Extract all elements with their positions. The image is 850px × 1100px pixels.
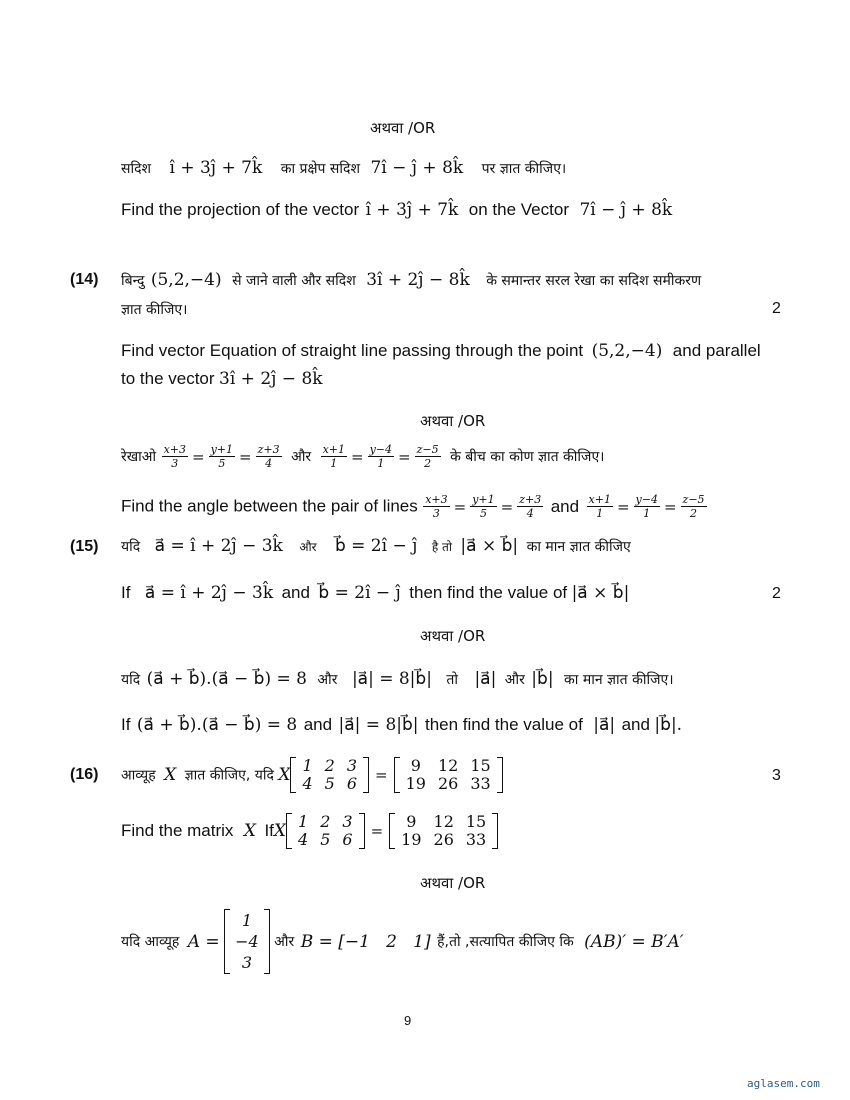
q14-or-hindi-suffix: के बीच का कोण ज्ञात कीजिए। — [450, 449, 605, 465]
q16-or-hindi-mid: हैं,तो ,सत्यापित कीजिए कि — [437, 934, 574, 950]
fraction-num: y+1 — [472, 493, 495, 506]
q16-number: (16) — [70, 766, 99, 783]
fraction-z — [517, 493, 543, 520]
equals-sign: = — [398, 447, 411, 466]
q15-cross: |a⃗ × b⃗| — [460, 536, 519, 556]
or-label-q14: अथवा /OR — [420, 412, 486, 430]
q15-hindi-and: और — [299, 540, 317, 554]
q13-english-vector-b: 7î − ĵ + 8k̂ — [579, 200, 673, 220]
q16-or-hindi-prefix: यदि आव्यूह — [121, 934, 180, 950]
matrix-cell: 5 — [320, 830, 331, 849]
q15-english-if: If — [121, 583, 131, 602]
q16-hindi-mid: ज्ञात कीजिए, यदि — [184, 767, 274, 784]
q14-or-hindi-mid: और — [291, 449, 312, 465]
matrix-cell: 6 — [346, 774, 358, 793]
q16-or-a-label: A = — [187, 931, 220, 952]
matrix-cell: 2 — [320, 812, 331, 831]
q14-or-hindi-prefix: रेखाओ — [121, 449, 157, 465]
equals-sign: = — [453, 497, 467, 516]
q15-or-hindi-prefix: यदि — [121, 672, 141, 688]
q16-or-hindi-and: और — [274, 934, 295, 950]
matrix-cell: 5 — [324, 774, 335, 793]
q15-hindi-then: है तो — [431, 540, 452, 554]
q14-point: (5,2,−4) — [150, 270, 222, 290]
q15-or-hindi-suffix: का मान ज्ञात कीजिए। — [564, 672, 674, 688]
q16-or-b-eq: B = [−1 2 1] — [300, 931, 431, 952]
matrix-cell: 12 — [437, 756, 459, 775]
q14-hindi-prefix: बिन्दु — [121, 273, 145, 289]
equals-sign: = — [663, 497, 677, 516]
matrix-cell: 1 — [302, 756, 313, 775]
q15-or-english-and2: and — [621, 715, 650, 734]
matrix-right — [394, 757, 503, 793]
q16-english-if: If — [264, 821, 274, 840]
q13-hindi-suffix: पर ज्ञात कीजिए। — [481, 161, 567, 177]
matrix-cell: 3 — [346, 756, 358, 775]
q14-english-vector: 3î + 2ĵ − 8k̂ — [219, 369, 323, 389]
q15-or-english-line — [121, 715, 682, 735]
q14-hindi-line1 — [121, 270, 701, 290]
q15-or-mod-a: |a⃗| — [474, 669, 497, 689]
q14-hindi-line2: ज्ञात कीजिए। — [121, 302, 188, 318]
q15-number: (15) — [70, 538, 99, 555]
q15-vec-b: b⃗ = 2î − ĵ — [334, 536, 418, 556]
fraction-num: x+3 — [425, 493, 448, 506]
q15-or-mag: |a⃗| = 8|b⃗| — [351, 669, 432, 689]
q15-english-vec-b: b⃗ = 2î − ĵ — [318, 583, 401, 603]
matrix-cell: 6 — [342, 830, 353, 849]
equals-sign: = — [192, 447, 205, 466]
q15-or-english-mod-a: |a⃗| — [593, 715, 616, 735]
fraction-num: y+1 — [210, 443, 234, 456]
q15-english-line — [121, 583, 629, 603]
fraction-num: x+1 — [588, 493, 611, 506]
matrix-left — [286, 813, 365, 849]
fraction-num: z−5 — [416, 443, 439, 456]
fraction-num: y−4 — [635, 493, 658, 506]
matrix-cell: 33 — [465, 830, 487, 849]
matrix-cell: 3 — [342, 812, 353, 831]
q15-or-hindi-then: तो — [446, 672, 458, 688]
matrix-cell: 1 — [241, 911, 253, 930]
q15-or-hindi-and2: और — [504, 672, 525, 688]
q15-or-mod-b: |b⃗| — [531, 669, 554, 689]
matrix-cell: −4 — [235, 932, 259, 951]
matrix-cell: 9 — [406, 812, 417, 831]
matrix-cell: 26 — [433, 830, 454, 849]
q15-or-english-if: If — [121, 715, 131, 734]
or-label-q13: अथवा /OR — [370, 119, 436, 137]
q14-number: (14) — [70, 271, 99, 288]
q14-english-line1 — [121, 341, 761, 361]
fraction-x — [423, 493, 449, 520]
q15-hindi-line — [121, 536, 631, 556]
matrix-right — [389, 813, 498, 849]
q15-or-dot: (a⃗ + b⃗).(a⃗ − b⃗) = 8 — [146, 669, 307, 689]
matrix-cell: 4 — [298, 830, 309, 849]
q15-or-english-mod-b-end: |b⃗|. — [654, 715, 683, 735]
equals-sign: = — [500, 497, 514, 516]
page-number: 9 — [404, 1013, 412, 1028]
matrix-cell: 12 — [433, 812, 454, 831]
or-label-q15: अथवा /OR — [420, 627, 486, 645]
q13-vector-a: î + 3ĵ + 7k̂ — [169, 158, 263, 178]
fraction-x — [587, 493, 613, 520]
fraction-z — [256, 443, 282, 470]
matrix-cell: 2 — [324, 756, 335, 775]
footer-site[interactable]: aglasem.com — [747, 1077, 820, 1090]
equals-sign: = — [351, 447, 364, 466]
q13-english-mid: on the Vector — [468, 200, 569, 219]
q15-or-english-dot: (a⃗ + b⃗).(a⃗ − b⃗) = 8 — [136, 715, 298, 735]
fraction-y — [368, 443, 394, 470]
matrix-cell: 19 — [405, 774, 426, 793]
fraction-num: y−4 — [369, 443, 393, 456]
q15-english-cross: |a⃗ × b⃗| — [571, 583, 630, 603]
q16-marks: 3 — [772, 767, 781, 784]
q14-hindi-mid: से जाने वाली और सदिश — [232, 273, 356, 289]
q16-english-prefix: Find the matrix — [121, 821, 234, 840]
matrix-left — [290, 757, 369, 793]
fraction-x — [321, 443, 347, 470]
q13-vector-b: 7î − ĵ + 8k̂ — [370, 158, 464, 178]
q13-hindi-mid: का प्रक्षेप सदिश — [280, 161, 360, 177]
matrix-cell: 15 — [470, 756, 491, 775]
q13-english-vector-a: î + 3ĵ + 7k̂ — [365, 200, 459, 220]
fraction-den: 1 — [377, 457, 385, 470]
q15-or-english-and: and — [303, 715, 333, 734]
q16-hindi-line — [121, 757, 503, 793]
fraction-den: 2 — [690, 507, 698, 520]
q14-or-english-prefix: Find the angle between the pair of lines — [121, 496, 418, 516]
q16-var-x: X — [164, 765, 177, 785]
fraction-den: 1 — [643, 507, 651, 520]
matrix-cell: 26 — [437, 774, 459, 793]
matrix-cell: 33 — [470, 774, 491, 793]
q16-english-line — [121, 813, 498, 849]
q14-english-line2-text: to the vector — [121, 369, 215, 388]
q14-hindi-suffix: के समान्तर सरल रेखा का सदिश समीकरण — [486, 273, 702, 289]
q16-hindi-prefix: आव्यूह — [121, 767, 156, 784]
fraction-z — [415, 443, 441, 470]
fraction-x — [162, 443, 188, 470]
q16-or-identity: (AB)′ = B′A′ — [584, 931, 684, 952]
matrix-cell: 15 — [465, 812, 487, 831]
or-label-q16: अथवा /OR — [420, 874, 486, 892]
equals-sign: = — [239, 447, 252, 466]
fraction-den: 1 — [596, 507, 604, 520]
matrix-cell: 3 — [241, 953, 253, 972]
fraction-den: 2 — [424, 457, 432, 470]
q15-or-english-mag: |a⃗| = 8|b⃗| — [338, 715, 419, 735]
q14-vector: 3î + 2ĵ − 8k̂ — [366, 270, 470, 290]
q13-or-hindi-line — [121, 158, 566, 178]
fraction-num: x+1 — [322, 443, 346, 456]
q13-english-prefix: Find the projection of the vector — [121, 200, 360, 219]
q13-hindi-prefix: सदिश — [121, 161, 152, 177]
q16-var-x: X — [278, 765, 291, 785]
matrix-cell: 1 — [298, 812, 309, 831]
q15-hindi-prefix: यदि — [121, 539, 141, 555]
fraction-den: 3 — [432, 507, 440, 520]
q15-or-hindi-line — [121, 669, 674, 689]
q16-or-hindi-line — [121, 909, 684, 974]
q15-marks: 2 — [772, 585, 781, 602]
q15-vec-a: a⃗ = î + 2ĵ − 3k̂ — [154, 536, 283, 556]
q15-english-vec-a: a⃗ = î + 2ĵ − 3k̂ — [144, 583, 274, 603]
q16-english-var-x: X — [243, 821, 256, 841]
equals-sign: = — [375, 766, 388, 784]
q15-english-suffix: then find the value of — [409, 583, 568, 602]
q15-or-english-then: then find the value of — [424, 715, 583, 734]
matrix-cell: 4 — [302, 774, 313, 793]
matrix-cell: 19 — [401, 830, 422, 849]
q15-hindi-suffix: का मान ज्ञात कीजिए — [526, 539, 631, 555]
fraction-y — [634, 493, 660, 520]
fraction-den: 4 — [265, 457, 273, 470]
fraction-y — [470, 493, 496, 520]
q13-or-english-line — [121, 200, 672, 220]
fraction-y — [209, 443, 235, 470]
fraction-den: 5 — [479, 507, 487, 520]
q14-marks: 2 — [772, 300, 781, 317]
fraction-num: z−5 — [682, 493, 705, 506]
q16-english-var-x2: X — [273, 821, 287, 841]
q14-or-hindi-line — [121, 443, 605, 470]
fraction-den: 3 — [171, 457, 179, 470]
q14-english-line2 — [121, 369, 323, 389]
fraction-num: x+3 — [163, 443, 187, 456]
equals-sign: = — [370, 822, 384, 840]
fraction-den: 1 — [330, 457, 338, 470]
matrix-a — [224, 909, 270, 974]
matrix-cell: 9 — [410, 756, 421, 775]
q15-english-and: and — [281, 583, 310, 602]
fraction-num: z+3 — [257, 443, 280, 456]
q14-english-mid: and parallel — [672, 341, 761, 360]
q14-or-english-line — [121, 493, 708, 520]
q14-english-point: (5,2,−4) — [591, 341, 663, 361]
fraction-den: 4 — [526, 507, 534, 520]
equals-sign: = — [616, 497, 630, 516]
fraction-num: z+3 — [519, 493, 542, 506]
fraction-den: 5 — [218, 457, 226, 470]
q15-or-hindi-and: और — [317, 672, 338, 688]
q14-english-prefix: Find vector Equation of straight line passing through the point — [121, 341, 584, 360]
q14-or-english-mid: and — [550, 496, 580, 516]
fraction-z — [681, 493, 707, 520]
